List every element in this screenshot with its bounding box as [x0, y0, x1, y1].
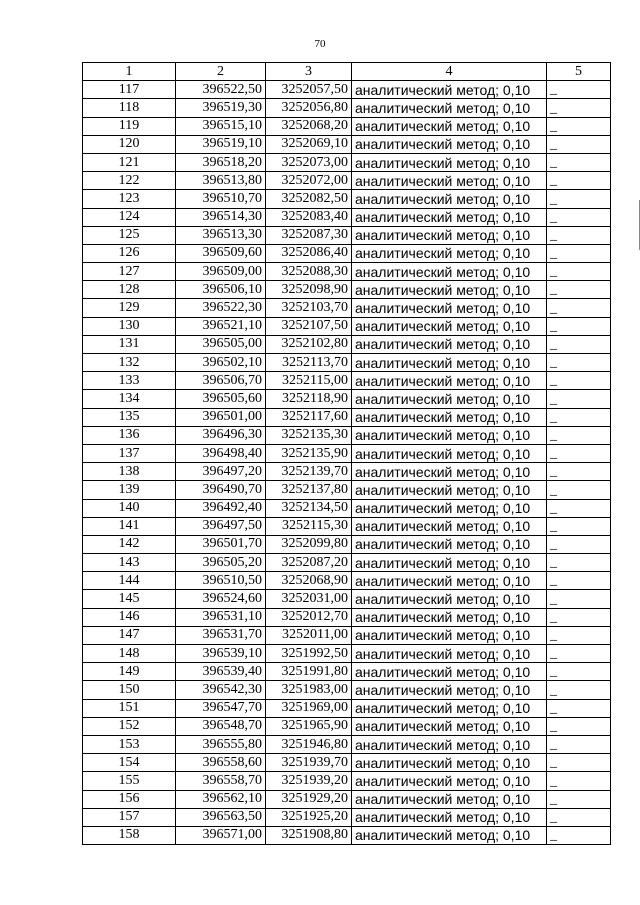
- point-number-cell: 147: [83, 626, 176, 644]
- table-row: [83, 481, 611, 499]
- method-accuracy-cell: аналитический метод; 0,10: [352, 572, 547, 590]
- x-coordinate-cell: 396497,20: [176, 463, 266, 481]
- point-number-cell: 120: [83, 135, 176, 153]
- method-accuracy-cell: аналитический метод; 0,10: [352, 517, 547, 535]
- table-row: [83, 281, 611, 299]
- point-number-cell: 132: [83, 354, 176, 372]
- note-cell: _: [547, 608, 611, 626]
- table-row: [83, 463, 611, 481]
- y-coordinate-cell: 3252087,30: [266, 226, 352, 244]
- note-cell: _: [547, 626, 611, 644]
- note-cell: _: [547, 535, 611, 553]
- y-coordinate-cell: 3252069,10: [266, 135, 352, 153]
- y-coordinate-cell: 3251983,00: [266, 681, 352, 699]
- table-row: [83, 153, 611, 171]
- table-row: [83, 335, 611, 353]
- table-row: [83, 190, 611, 208]
- method-accuracy-cell: аналитический метод; 0,10: [352, 263, 547, 281]
- point-number-cell: 139: [83, 481, 176, 499]
- note-cell: _: [547, 663, 611, 681]
- x-coordinate-cell: 396498,40: [176, 444, 266, 462]
- point-number-cell: 138: [83, 463, 176, 481]
- table-row: [83, 754, 611, 772]
- x-coordinate-cell: 396490,70: [176, 481, 266, 499]
- x-coordinate-cell: 396555,80: [176, 735, 266, 753]
- y-coordinate-cell: 3252057,50: [266, 81, 352, 99]
- method-accuracy-cell: аналитический метод; 0,10: [352, 135, 547, 153]
- y-coordinate-cell: 3252118,90: [266, 390, 352, 408]
- table-row: [83, 135, 611, 153]
- table-row: [83, 226, 611, 244]
- x-coordinate-cell: 396505,00: [176, 335, 266, 353]
- method-accuracy-cell: аналитический метод; 0,10: [352, 354, 547, 372]
- table-row: [83, 299, 611, 317]
- note-cell: _: [547, 117, 611, 135]
- y-coordinate-cell: 3252107,50: [266, 317, 352, 335]
- table-row: [83, 517, 611, 535]
- note-cell: _: [547, 190, 611, 208]
- point-number-cell: 157: [83, 808, 176, 826]
- method-accuracy-cell: аналитический метод; 0,10: [352, 717, 547, 735]
- note-cell: _: [547, 481, 611, 499]
- note-cell: _: [547, 463, 611, 481]
- method-accuracy-cell: аналитический метод; 0,10: [352, 281, 547, 299]
- point-number-cell: 130: [83, 317, 176, 335]
- x-coordinate-cell: 396497,50: [176, 517, 266, 535]
- point-number-cell: 158: [83, 826, 176, 844]
- x-coordinate-cell: 396506,70: [176, 372, 266, 390]
- note-cell: _: [547, 408, 611, 426]
- table-row: [83, 426, 611, 444]
- y-coordinate-cell: 3251908,80: [266, 826, 352, 844]
- point-number-cell: 129: [83, 299, 176, 317]
- method-accuracy-cell: аналитический метод; 0,10: [352, 535, 547, 553]
- x-coordinate-cell: 396506,10: [176, 281, 266, 299]
- x-coordinate-cell: 396515,10: [176, 117, 266, 135]
- table-row: [83, 81, 611, 99]
- point-number-cell: 122: [83, 172, 176, 190]
- point-number-cell: 150: [83, 681, 176, 699]
- x-coordinate-cell: 396531,10: [176, 608, 266, 626]
- note-cell: _: [547, 681, 611, 699]
- note-cell: _: [547, 208, 611, 226]
- column-header-2: 2: [176, 63, 266, 81]
- note-cell: _: [547, 335, 611, 353]
- note-cell: _: [547, 281, 611, 299]
- method-accuracy-cell: аналитический метод; 0,10: [352, 426, 547, 444]
- method-accuracy-cell: аналитический метод; 0,10: [352, 645, 547, 663]
- point-number-cell: 142: [83, 535, 176, 553]
- point-number-cell: 131: [83, 335, 176, 353]
- table-row: [83, 408, 611, 426]
- note-cell: _: [547, 99, 611, 117]
- note-cell: _: [547, 554, 611, 572]
- note-cell: _: [547, 172, 611, 190]
- point-number-cell: 126: [83, 244, 176, 262]
- method-accuracy-cell: аналитический метод; 0,10: [352, 663, 547, 681]
- table-row: [83, 117, 611, 135]
- y-coordinate-cell: 3251991,80: [266, 663, 352, 681]
- x-coordinate-cell: 396509,60: [176, 244, 266, 262]
- note-cell: _: [547, 299, 611, 317]
- y-coordinate-cell: 3252011,00: [266, 626, 352, 644]
- y-coordinate-cell: 3252137,80: [266, 481, 352, 499]
- method-accuracy-cell: аналитический метод; 0,10: [352, 372, 547, 390]
- x-coordinate-cell: 396513,30: [176, 226, 266, 244]
- point-number-cell: 119: [83, 117, 176, 135]
- y-coordinate-cell: 3252139,70: [266, 463, 352, 481]
- y-coordinate-cell: 3252134,50: [266, 499, 352, 517]
- method-accuracy-cell: аналитический метод; 0,10: [352, 463, 547, 481]
- y-coordinate-cell: 3252099,80: [266, 535, 352, 553]
- x-coordinate-cell: 396519,10: [176, 135, 266, 153]
- x-coordinate-cell: 396514,30: [176, 208, 266, 226]
- note-cell: _: [547, 354, 611, 372]
- y-coordinate-cell: 3252103,70: [266, 299, 352, 317]
- point-number-cell: 117: [83, 81, 176, 99]
- table-row: [83, 790, 611, 808]
- note-cell: _: [547, 317, 611, 335]
- x-coordinate-cell: 396502,10: [176, 354, 266, 372]
- method-accuracy-cell: аналитический метод; 0,10: [352, 499, 547, 517]
- table-row: [83, 626, 611, 644]
- table-row: [83, 263, 611, 281]
- table-row: [83, 172, 611, 190]
- note-cell: _: [547, 772, 611, 790]
- point-number-cell: 153: [83, 735, 176, 753]
- table-row: [83, 663, 611, 681]
- y-coordinate-cell: 3251939,70: [266, 754, 352, 772]
- x-coordinate-cell: 396510,50: [176, 572, 266, 590]
- x-coordinate-cell: 396518,20: [176, 153, 266, 171]
- table-row: [83, 645, 611, 663]
- y-coordinate-cell: 3252135,30: [266, 426, 352, 444]
- table-row: [83, 535, 611, 553]
- point-number-cell: 145: [83, 590, 176, 608]
- x-coordinate-cell: 396522,30: [176, 299, 266, 317]
- x-coordinate-cell: 396539,10: [176, 645, 266, 663]
- method-accuracy-cell: аналитический метод; 0,10: [352, 626, 547, 644]
- table-row: [83, 772, 611, 790]
- x-coordinate-cell: 396510,70: [176, 190, 266, 208]
- method-accuracy-cell: аналитический метод; 0,10: [352, 208, 547, 226]
- x-coordinate-cell: 396539,40: [176, 663, 266, 681]
- y-coordinate-cell: 3251939,20: [266, 772, 352, 790]
- y-coordinate-cell: 3252012,70: [266, 608, 352, 626]
- y-coordinate-cell: 3252115,30: [266, 517, 352, 535]
- table-row: [83, 499, 611, 517]
- point-number-cell: 135: [83, 408, 176, 426]
- method-accuracy-cell: аналитический метод; 0,10: [352, 117, 547, 135]
- method-accuracy-cell: аналитический метод; 0,10: [352, 81, 547, 99]
- method-accuracy-cell: аналитический метод; 0,10: [352, 772, 547, 790]
- table-row: [83, 808, 611, 826]
- point-number-cell: 149: [83, 663, 176, 681]
- note-cell: _: [547, 735, 611, 753]
- note-cell: _: [547, 372, 611, 390]
- y-coordinate-cell: 3252117,60: [266, 408, 352, 426]
- y-coordinate-cell: 3252056,80: [266, 99, 352, 117]
- note-cell: _: [547, 517, 611, 535]
- column-header-4: 4: [352, 63, 547, 81]
- method-accuracy-cell: аналитический метод; 0,10: [352, 335, 547, 353]
- point-number-cell: 123: [83, 190, 176, 208]
- table-row: [83, 317, 611, 335]
- x-coordinate-cell: 396496,30: [176, 426, 266, 444]
- table-row: [83, 208, 611, 226]
- table-row: [83, 699, 611, 717]
- table-row: [83, 826, 611, 844]
- note-cell: _: [547, 590, 611, 608]
- note-cell: _: [547, 426, 611, 444]
- method-accuracy-cell: аналитический метод; 0,10: [352, 153, 547, 171]
- table-row: [83, 735, 611, 753]
- x-coordinate-cell: 396563,50: [176, 808, 266, 826]
- x-coordinate-cell: 396558,60: [176, 754, 266, 772]
- y-coordinate-cell: 3252031,00: [266, 590, 352, 608]
- table-row: [83, 681, 611, 699]
- table-row: [83, 354, 611, 372]
- x-coordinate-cell: 396524,60: [176, 590, 266, 608]
- note-cell: _: [547, 572, 611, 590]
- point-number-cell: 155: [83, 772, 176, 790]
- method-accuracy-cell: аналитический метод; 0,10: [352, 226, 547, 244]
- method-accuracy-cell: аналитический метод; 0,10: [352, 481, 547, 499]
- table-row: [83, 572, 611, 590]
- method-accuracy-cell: аналитический метод; 0,10: [352, 299, 547, 317]
- table-row: [83, 590, 611, 608]
- method-accuracy-cell: аналитический метод; 0,10: [352, 790, 547, 808]
- y-coordinate-cell: 3252098,90: [266, 281, 352, 299]
- point-number-cell: 151: [83, 699, 176, 717]
- method-accuracy-cell: аналитический метод; 0,10: [352, 826, 547, 844]
- method-accuracy-cell: аналитический метод; 0,10: [352, 190, 547, 208]
- point-number-cell: 148: [83, 645, 176, 663]
- x-coordinate-cell: 396531,70: [176, 626, 266, 644]
- method-accuracy-cell: аналитический метод; 0,10: [352, 390, 547, 408]
- point-number-cell: 143: [83, 554, 176, 572]
- note-cell: _: [547, 499, 611, 517]
- table-row: [83, 372, 611, 390]
- point-number-cell: 141: [83, 517, 176, 535]
- table-row: [83, 554, 611, 572]
- x-coordinate-cell: 396558,70: [176, 772, 266, 790]
- y-coordinate-cell: 3252083,40: [266, 208, 352, 226]
- point-number-cell: 140: [83, 499, 176, 517]
- method-accuracy-cell: аналитический метод; 0,10: [352, 554, 547, 572]
- x-coordinate-cell: 396505,20: [176, 554, 266, 572]
- x-coordinate-cell: 396562,10: [176, 790, 266, 808]
- x-coordinate-cell: 396519,30: [176, 99, 266, 117]
- table-row: [83, 608, 611, 626]
- x-coordinate-cell: 396492,40: [176, 499, 266, 517]
- x-coordinate-cell: 396571,00: [176, 826, 266, 844]
- table-row: [83, 244, 611, 262]
- x-coordinate-cell: 396513,80: [176, 172, 266, 190]
- y-coordinate-cell: 3251969,00: [266, 699, 352, 717]
- y-coordinate-cell: 3252088,30: [266, 263, 352, 281]
- note-cell: _: [547, 244, 611, 262]
- note-cell: _: [547, 699, 611, 717]
- x-coordinate-cell: 396505,60: [176, 390, 266, 408]
- point-number-cell: 127: [83, 263, 176, 281]
- note-cell: _: [547, 390, 611, 408]
- column-header-3: 3: [266, 63, 352, 81]
- x-coordinate-cell: 396509,00: [176, 263, 266, 281]
- x-coordinate-cell: 396501,00: [176, 408, 266, 426]
- page-number: 70: [314, 38, 326, 50]
- note-cell: _: [547, 81, 611, 99]
- x-coordinate-cell: 396522,50: [176, 81, 266, 99]
- note-cell: _: [547, 754, 611, 772]
- note-cell: _: [547, 153, 611, 171]
- y-coordinate-cell: 3252135,90: [266, 444, 352, 462]
- method-accuracy-cell: аналитический метод; 0,10: [352, 99, 547, 117]
- point-number-cell: 124: [83, 208, 176, 226]
- y-coordinate-cell: 3251992,50: [266, 645, 352, 663]
- method-accuracy-cell: аналитический метод; 0,10: [352, 444, 547, 462]
- y-coordinate-cell: 3251965,90: [266, 717, 352, 735]
- point-number-cell: 133: [83, 372, 176, 390]
- y-coordinate-cell: 3252086,40: [266, 244, 352, 262]
- table-header-row: [83, 63, 611, 81]
- y-coordinate-cell: 3251925,20: [266, 808, 352, 826]
- table-row: [83, 99, 611, 117]
- method-accuracy-cell: аналитический метод; 0,10: [352, 172, 547, 190]
- column-header-1: 1: [83, 63, 176, 81]
- x-coordinate-cell: 396521,10: [176, 317, 266, 335]
- point-number-cell: 121: [83, 153, 176, 171]
- point-number-cell: 144: [83, 572, 176, 590]
- column-header-5: 5: [547, 63, 611, 81]
- coordinates-table: [82, 62, 611, 845]
- point-number-cell: 118: [83, 99, 176, 117]
- point-number-cell: 128: [83, 281, 176, 299]
- y-coordinate-cell: 3251929,20: [266, 790, 352, 808]
- method-accuracy-cell: аналитический метод; 0,10: [352, 699, 547, 717]
- point-number-cell: 154: [83, 754, 176, 772]
- note-cell: _: [547, 226, 611, 244]
- y-coordinate-cell: 3252072,00: [266, 172, 352, 190]
- note-cell: _: [547, 790, 611, 808]
- method-accuracy-cell: аналитический метод; 0,10: [352, 317, 547, 335]
- table-row: [83, 444, 611, 462]
- note-cell: _: [547, 808, 611, 826]
- x-coordinate-cell: 396547,70: [176, 699, 266, 717]
- note-cell: _: [547, 717, 611, 735]
- method-accuracy-cell: аналитический метод; 0,10: [352, 244, 547, 262]
- table-row: [83, 390, 611, 408]
- y-coordinate-cell: 3252073,00: [266, 153, 352, 171]
- table-body: [83, 81, 611, 845]
- method-accuracy-cell: аналитический метод; 0,10: [352, 754, 547, 772]
- note-cell: _: [547, 135, 611, 153]
- note-cell: _: [547, 444, 611, 462]
- method-accuracy-cell: аналитический метод; 0,10: [352, 808, 547, 826]
- method-accuracy-cell: аналитический метод; 0,10: [352, 590, 547, 608]
- point-number-cell: 152: [83, 717, 176, 735]
- y-coordinate-cell: 3252082,50: [266, 190, 352, 208]
- method-accuracy-cell: аналитический метод; 0,10: [352, 608, 547, 626]
- x-coordinate-cell: 396542,30: [176, 681, 266, 699]
- point-number-cell: 156: [83, 790, 176, 808]
- y-coordinate-cell: 3252068,20: [266, 117, 352, 135]
- method-accuracy-cell: аналитический метод; 0,10: [352, 735, 547, 753]
- method-accuracy-cell: аналитический метод; 0,10: [352, 681, 547, 699]
- y-coordinate-cell: 3252068,90: [266, 572, 352, 590]
- point-number-cell: 146: [83, 608, 176, 626]
- y-coordinate-cell: 3251946,80: [266, 735, 352, 753]
- point-number-cell: 136: [83, 426, 176, 444]
- note-cell: _: [547, 263, 611, 281]
- point-number-cell: 134: [83, 390, 176, 408]
- method-accuracy-cell: аналитический метод; 0,10: [352, 408, 547, 426]
- point-number-cell: 125: [83, 226, 176, 244]
- y-coordinate-cell: 3252113,70: [266, 354, 352, 372]
- y-coordinate-cell: 3252087,20: [266, 554, 352, 572]
- y-coordinate-cell: 3252115,00: [266, 372, 352, 390]
- note-cell: _: [547, 645, 611, 663]
- x-coordinate-cell: 396501,70: [176, 535, 266, 553]
- x-coordinate-cell: 396548,70: [176, 717, 266, 735]
- y-coordinate-cell: 3252102,80: [266, 335, 352, 353]
- table-row: [83, 717, 611, 735]
- note-cell: _: [547, 826, 611, 844]
- point-number-cell: 137: [83, 444, 176, 462]
